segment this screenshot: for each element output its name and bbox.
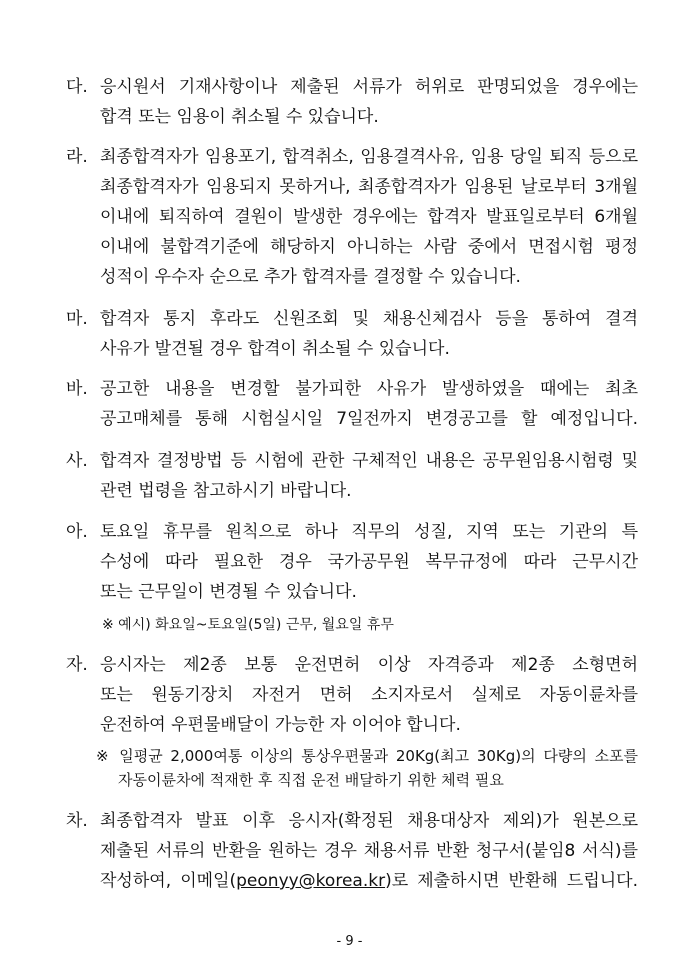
text: 작성하여, 이메일(: [100, 871, 237, 891]
item-text-line: 이내에 퇴직하여 결원이 발생한 경우에는 합격자 발표일로부터 6개월: [100, 207, 638, 227]
item-label: 아.: [66, 522, 88, 542]
item-label: 다.: [66, 77, 88, 97]
note: ※ 예시) 화요일~토요일(5일) 근무, 월요일 휴무: [102, 617, 394, 633]
item-text-line: 제출된 서류의 반환을 원하는 경우 채용서류 반환 청구서(붙임8 서식)를: [100, 841, 638, 861]
text: )로 제출하시면 반환해 드립니다.: [385, 871, 638, 891]
item-text-line: 공고한 내용을 변경할 불가피한 사유가 발생하였을 때에는 최초: [100, 379, 638, 399]
item-label: 바.: [66, 379, 88, 399]
item-text-line: 응시자는 제2종 보통 운전면허 이상 자격증과 제2종 소형면허: [100, 655, 638, 675]
item-text-line: 성적이 우수자 순으로 추가 합격자를 결정할 수 있습니다.: [100, 267, 521, 287]
item-text-line: 사유가 발견될 경우 합격이 취소될 수 있습니다.: [100, 339, 450, 359]
item-text-line: 이내에 불합격기준에 해당하지 아니하는 사람 중에서 면접시험 평정: [100, 237, 638, 257]
item-text-line: 또는 원동기장치 자전거 면허 소지자로서 실제로 자동이륜차를: [100, 685, 638, 705]
item-text-line: 최종합격자 발표 이후 응시자(확정된 채용대상자 제외)가 원본으로: [100, 811, 638, 831]
item-text-line: 합격자 통지 후라도 신원조회 및 채용신체검사 등을 통하여 결격: [100, 309, 638, 329]
item-label: 자.: [66, 655, 88, 675]
item-text-line: [100, 870, 638, 892]
item-text-line: 운전하여 우편물배달이 가능한 자 이어야 합니다.: [100, 715, 461, 735]
item-label: 차.: [66, 811, 88, 831]
item-label: 마.: [66, 309, 88, 329]
item-label: 사.: [66, 451, 88, 471]
item-text-line: 최종합격자가 임용포기, 합격취소, 임용결격사유, 임용 당일 퇴직 등으로: [100, 147, 638, 167]
item-text-line: 토요일 휴무를 원칙으로 하나 직무의 성질, 지역 또는 기관의 특: [100, 522, 638, 542]
item-text-line: 수성에 따라 필요한 경우 국가공무원 복무규정에 따라 근무시간: [100, 552, 638, 572]
item-text-line: 합격자 결정방법 등 시험에 관한 구체적인 내용은 공무원임용시험령 및: [100, 451, 638, 471]
page-number: - 9 -: [336, 934, 363, 949]
item-text-line: 또는 근무일이 변경될 수 있습니다.: [100, 582, 357, 602]
item-text-line: 공고매체를 통해 시험실시일 7일전까지 변경공고를 할 예정입니다.: [100, 409, 638, 429]
item-text-line: 최종합격자가 임용되지 못하거나, 최종합격자가 임용된 날로부터 3개월: [100, 177, 638, 197]
item-text-line: 관련 법령을 참고하시기 바랍니다.: [100, 481, 352, 501]
email-link[interactable]: peonyy@korea.kr: [236, 871, 386, 891]
item-text-line: 응시원서 기재사항이나 제출된 서류가 허위로 판명되었을 경우에는: [100, 77, 638, 97]
note: 자동이륜차에 적재한 후 직접 운전 배달하기 위한 체력 필요: [118, 771, 504, 789]
item-label: 라.: [66, 147, 88, 167]
item-text-line: 합격 또는 임용이 취소될 수 있습니다.: [100, 107, 379, 127]
note: ※ 일평균 2,000여통 이상의 통상우편물과 20Kg(최고 30Kg)의 다량의 소포를: [96, 747, 638, 765]
